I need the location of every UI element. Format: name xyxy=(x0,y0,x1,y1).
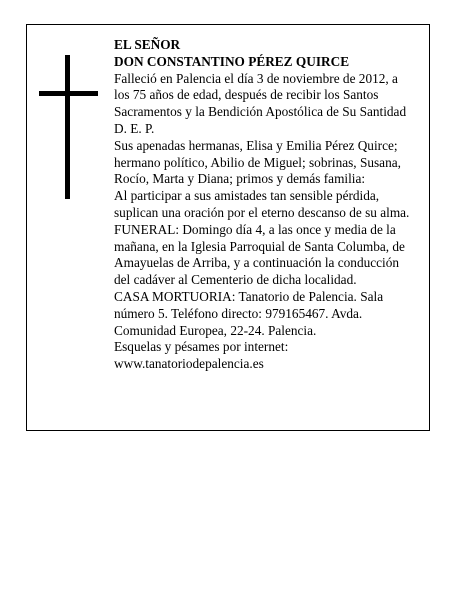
funeral-line-3: Amayuelas de Arriba, y a continuación la conducción xyxy=(114,255,400,271)
family-line-3: Rocío, Marta y Diana; primos y demás familia: xyxy=(114,171,366,187)
dep-line: D. E. P. xyxy=(114,120,155,136)
request-line-2: suplican una oración por el eterno descanso de su alma. xyxy=(114,204,410,220)
casa-line-1: CASA MORTUORIA: Tanatorio de Palencia. Sala xyxy=(114,288,384,304)
death-line-2: los 75 años de edad, después de recibir los Santos xyxy=(114,87,379,103)
cross-horizontal-bar xyxy=(39,91,98,96)
cross-vertical-bar xyxy=(65,55,70,199)
title-line-2: DON CONSTANTINO PÉREZ QUIRCE xyxy=(114,53,350,69)
casa-line-3: Comunidad Europea, 22-24. Palencia. xyxy=(114,322,317,338)
death-line-3: Sacramentos y la Bendición Apostólica de Su Santidad xyxy=(114,104,407,120)
obituary-notice xyxy=(26,24,430,431)
funeral-line-2: mañana, en la Iglesia Parroquial de Santa Columba, de xyxy=(114,238,405,254)
online-link-text: www.tanatoriodepalencia.es xyxy=(114,356,264,372)
family-line-1: Sus apenadas hermanas, Elisa y Emilia Pérez Quirce; xyxy=(114,137,398,153)
obituary-text xyxy=(114,37,429,373)
online-line-1: Esquelas y pésames por internet: xyxy=(114,339,289,355)
title-line-1: EL SEÑOR xyxy=(114,37,181,52)
casa-line-2: número 5. Teléfono directo: 979165467. Avda. xyxy=(114,305,363,321)
request-line-1: Al participar a sus amistades tan sensible pérdida, xyxy=(114,188,380,204)
cross-icon xyxy=(39,55,103,205)
funeral-line-1: FUNERAL: Domingo día 4, a las once y media de la xyxy=(114,221,396,237)
family-line-2: hermano político, Abilio de Miguel; sobrinas, Susana, xyxy=(114,154,401,170)
death-line-1: Falleció en Palencia el día 3 de noviembre de 2012, a xyxy=(114,70,398,86)
funeral-line-4: del cadáver al Cementerio de dicha localidad. xyxy=(114,272,357,288)
